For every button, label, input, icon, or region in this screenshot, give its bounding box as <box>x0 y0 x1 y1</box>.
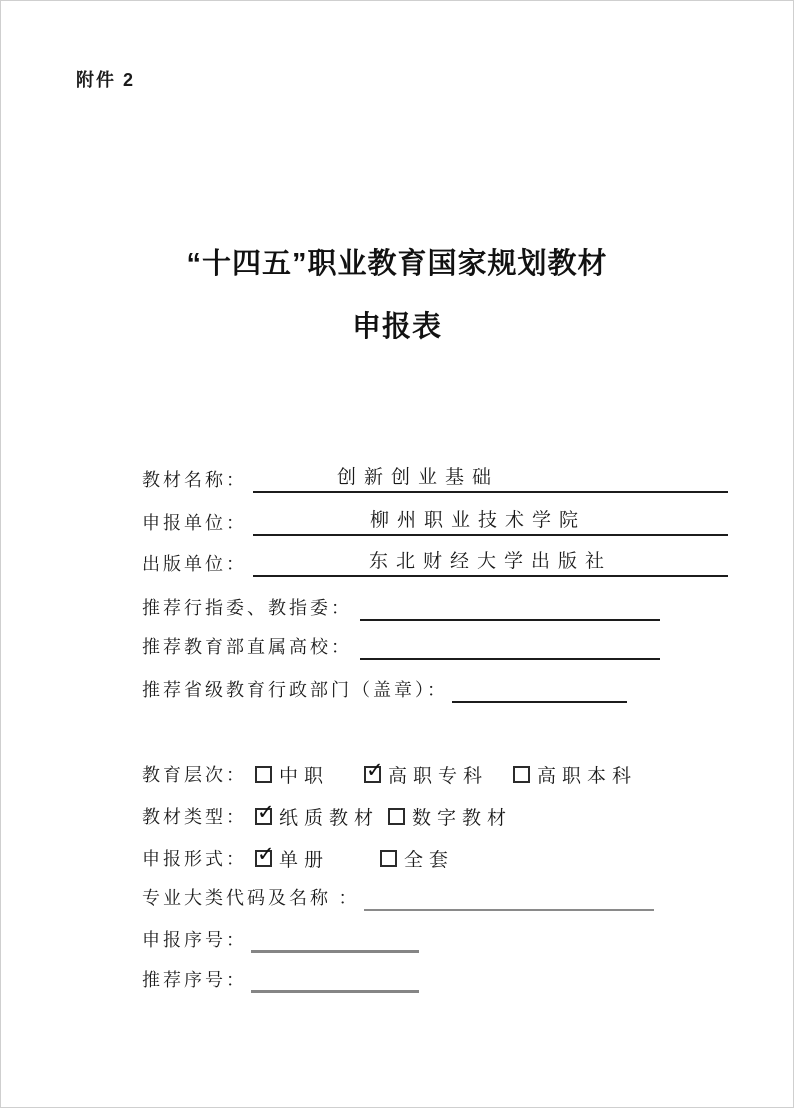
field-label: 推荐省级教育行政部门（盖章）： <box>142 680 448 700</box>
option-label: 高职专科 <box>388 765 489 787</box>
publisher-unit-field[interactable]: 东北财经大学出版社 <box>253 549 728 577</box>
checkbox-icon[interactable] <box>380 850 397 867</box>
checkbox-row-education-level <box>142 759 637 789</box>
field-row-applicant-unit <box>142 506 728 536</box>
field-label: 申报单位： <box>142 513 247 533</box>
check-mark-icon: ✓ <box>366 757 387 782</box>
field-row-recommend-committee <box>142 591 728 621</box>
option-label: 数字教材 <box>412 807 513 829</box>
checkbox-icon[interactable] <box>255 799 278 825</box>
field-row-application-number <box>142 923 728 953</box>
textbook-name-field[interactable]: 创新创业基础 <box>253 465 728 493</box>
checkbox-icon[interactable] <box>513 766 530 783</box>
recommendation-number-field[interactable] <box>251 967 419 993</box>
option-label: 高职本科 <box>537 765 638 787</box>
option-gaozhi-zhuanke <box>364 757 489 788</box>
check-mark-icon: ✓ <box>257 799 278 824</box>
application-number-field[interactable] <box>251 927 419 953</box>
checkbox-icon[interactable] <box>255 841 278 867</box>
option-single-volume <box>255 841 330 872</box>
field-row-publisher-unit <box>142 547 728 577</box>
option-gaozhi-benke <box>513 761 637 788</box>
attachment-label: 附件 2 <box>76 70 136 90</box>
field-label: 教材类型： <box>142 807 247 827</box>
recommend-university-field[interactable] <box>360 634 660 660</box>
option-digital-textbook <box>388 803 512 830</box>
applicant-unit-field[interactable]: 柳州职业技术学院 <box>253 508 728 536</box>
checkbox-row-textbook-type <box>142 801 512 831</box>
field-row-major-category-code <box>142 881 728 911</box>
option-label: 纸质教材 <box>279 807 380 829</box>
check-mark-icon: ✓ <box>257 841 278 866</box>
field-label: 申报序号： <box>142 930 247 950</box>
field-row-recommendation-number <box>142 963 728 993</box>
checkbox-icon[interactable] <box>255 766 272 783</box>
checkbox-row-application-form <box>142 843 454 873</box>
field-row-recommend-province <box>142 673 728 703</box>
field-label: 教材名称： <box>142 470 247 490</box>
option-label: 单册 <box>279 849 330 871</box>
major-category-code-field[interactable] <box>364 885 654 911</box>
field-row-recommend-university <box>142 630 728 660</box>
document-title-line1: “十四五”职业教育国家规划教材 <box>186 248 608 280</box>
option-zhongzhi <box>255 761 329 788</box>
field-label: 出版单位： <box>142 554 247 574</box>
document-title <box>0 233 794 359</box>
option-label: 中职 <box>279 765 330 787</box>
option-paper-textbook <box>255 799 380 830</box>
option-full-set <box>380 845 454 872</box>
field-label: 教育层次： <box>142 765 247 785</box>
field-label: 推荐行指委、教指委： <box>142 598 352 618</box>
recommend-province-field[interactable] <box>452 677 627 703</box>
field-label: 推荐教育部直属高校： <box>142 637 352 657</box>
field-label: 申报形式： <box>142 849 247 869</box>
checkbox-icon[interactable] <box>364 757 387 783</box>
recommend-committee-field[interactable] <box>360 595 660 621</box>
field-row-textbook-name <box>142 463 728 493</box>
document-title-line2: 申报表 <box>351 311 442 343</box>
field-label: 专业大类代码及名称 ： <box>142 888 360 908</box>
option-label: 全套 <box>404 849 455 871</box>
checkbox-icon[interactable] <box>388 808 405 825</box>
field-label: 推荐序号： <box>142 970 247 990</box>
